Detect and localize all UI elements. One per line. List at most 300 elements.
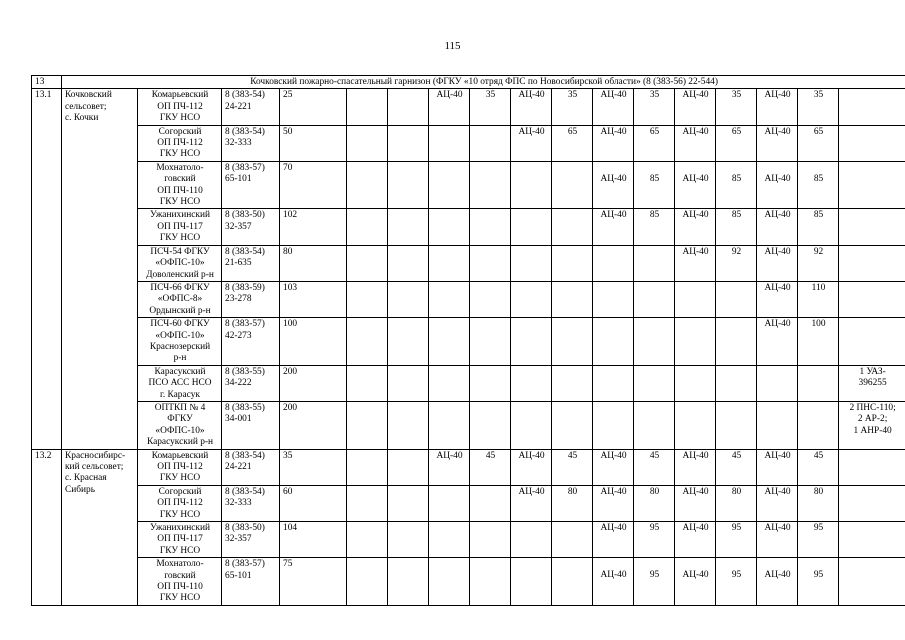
text-line: Комарьевский bbox=[151, 450, 209, 461]
text-line: 8 (383-59) bbox=[225, 282, 265, 293]
vehicle-type-cell bbox=[429, 485, 470, 521]
fire-unit-name bbox=[138, 522, 222, 558]
arrival-time-cell bbox=[388, 89, 429, 125]
arrival-time-cell bbox=[798, 401, 839, 449]
arrival-time-cell bbox=[552, 365, 593, 401]
vehicle-type-cell: АЦ-40 bbox=[757, 522, 798, 558]
text-line: 32-333 bbox=[225, 138, 252, 149]
arrival-time-cell bbox=[388, 365, 429, 401]
text-line: ПСЧ-54 ФГКУ bbox=[150, 246, 210, 257]
text-line: ПСЧ-60 ФГКУ bbox=[150, 319, 210, 330]
table-row bbox=[32, 125, 905, 161]
text-line: 8 (383-55) bbox=[225, 366, 265, 377]
text-line: Ужанихинский bbox=[150, 210, 210, 221]
vehicle-type-cell: АЦ-40 bbox=[757, 161, 798, 209]
vehicle-type-cell bbox=[347, 365, 388, 401]
text-line: 396255 bbox=[858, 378, 887, 389]
table-row bbox=[32, 449, 905, 485]
vehicle-type-cell: АЦ-40 bbox=[593, 161, 634, 209]
arrival-time-cell bbox=[470, 161, 511, 209]
arrival-time-cell bbox=[388, 161, 429, 209]
vehicle-type-cell bbox=[429, 125, 470, 161]
unit-phone bbox=[222, 209, 280, 245]
vehicle-type-cell bbox=[675, 281, 716, 317]
text-line: ГКУ НСО bbox=[159, 509, 201, 520]
text-line: Мохнатоло- bbox=[156, 559, 204, 570]
arrival-time-cell: 35 bbox=[716, 89, 757, 125]
fire-unit-name bbox=[138, 318, 222, 366]
vehicle-type-cell bbox=[757, 401, 798, 449]
table-row bbox=[32, 245, 905, 281]
arrival-time-cell: 35 bbox=[798, 89, 839, 125]
text-line: 42-273 bbox=[225, 330, 252, 341]
table-row bbox=[32, 365, 905, 401]
text-line: ГКУ НСО bbox=[159, 593, 201, 604]
page-number: 115 bbox=[444, 40, 461, 52]
distance-km: 102 bbox=[280, 209, 347, 245]
vehicle-type-cell bbox=[593, 401, 634, 449]
fire-unit-name bbox=[138, 209, 222, 245]
table-row bbox=[32, 89, 905, 125]
vehicle-type-cell: АЦ-40 bbox=[429, 449, 470, 485]
text-line: 23-278 bbox=[225, 294, 252, 305]
arrival-time-cell bbox=[716, 365, 757, 401]
text-line: 8 (383-57) bbox=[225, 559, 265, 570]
vehicle-type-cell bbox=[347, 558, 388, 606]
arrival-time-cell bbox=[634, 401, 675, 449]
text-line: ОП ПЧ-110 bbox=[157, 185, 203, 196]
vehicle-type-cell bbox=[511, 245, 552, 281]
arrival-time-cell bbox=[388, 125, 429, 161]
fire-unit-name bbox=[138, 485, 222, 521]
vehicle-type-cell: АЦ-40 bbox=[757, 318, 798, 366]
unit-phone bbox=[222, 245, 280, 281]
text-line: 1 УАЗ- bbox=[859, 366, 886, 377]
vehicle-type-cell: АЦ-40 bbox=[757, 558, 798, 606]
text-line: Краснозерский bbox=[149, 341, 211, 352]
arrival-time-cell: 95 bbox=[798, 558, 839, 606]
arrival-time-cell: 80 bbox=[634, 485, 675, 521]
arrival-time-cell bbox=[716, 401, 757, 449]
text-line: 2 ПНС-110; bbox=[849, 402, 896, 413]
text-line: ОП ПЧ-117 bbox=[157, 534, 203, 545]
unit-phone bbox=[222, 161, 280, 209]
arrival-time-cell: 45 bbox=[470, 449, 511, 485]
text-line: ОП ПЧ-110 bbox=[157, 582, 203, 593]
arrival-time-cell bbox=[470, 485, 511, 521]
unit-phone bbox=[222, 401, 280, 449]
arrival-time-cell bbox=[388, 318, 429, 366]
arrival-time-cell: 35 bbox=[634, 89, 675, 125]
arrival-time-cell bbox=[552, 522, 593, 558]
vehicle-type-cell bbox=[429, 281, 470, 317]
unit-phone bbox=[222, 449, 280, 485]
text-line: 65-101 bbox=[225, 570, 252, 581]
arrival-time-cell: 95 bbox=[798, 522, 839, 558]
vehicle-type-cell: АЦ-40 bbox=[593, 209, 634, 245]
fire-unit-name bbox=[138, 558, 222, 606]
garrison-code: 13 bbox=[32, 76, 62, 89]
vehicle-type-cell bbox=[593, 281, 634, 317]
arrival-time-cell: 80 bbox=[552, 485, 593, 521]
text-line: Ордынский р-н bbox=[149, 305, 211, 316]
arrival-time-cell: 85 bbox=[634, 209, 675, 245]
arrival-time-cell: 35 bbox=[470, 89, 511, 125]
arrival-time-cell bbox=[634, 365, 675, 401]
vehicle-type-cell bbox=[347, 449, 388, 485]
text-line: ПСО АСС НСО bbox=[148, 378, 212, 389]
text-line: ГКУ НСО bbox=[159, 233, 201, 244]
vehicle-type-cell bbox=[429, 365, 470, 401]
vehicle-type-cell: АЦ-40 bbox=[757, 245, 798, 281]
table-row bbox=[32, 401, 905, 449]
vehicle-type-cell bbox=[347, 89, 388, 125]
arrival-time-cell bbox=[388, 209, 429, 245]
vehicle-type-cell: АЦ-40 bbox=[757, 485, 798, 521]
fire-unit-name bbox=[138, 125, 222, 161]
text-line: 8 (383-54) bbox=[225, 450, 265, 461]
table-row bbox=[32, 281, 905, 317]
fire-unit-name bbox=[138, 365, 222, 401]
text-line: 24-221 bbox=[225, 101, 252, 112]
additional-equipment bbox=[839, 209, 905, 245]
text-line: 8 (383-54) bbox=[225, 246, 265, 257]
vehicle-type-cell bbox=[429, 401, 470, 449]
text-line: «ОФПС-10» bbox=[155, 258, 205, 269]
unit-phone bbox=[222, 522, 280, 558]
vehicle-type-cell bbox=[757, 365, 798, 401]
fire-unit-name bbox=[138, 401, 222, 449]
vehicle-type-cell bbox=[675, 318, 716, 366]
vehicle-type-cell bbox=[511, 401, 552, 449]
text-line: говский bbox=[164, 174, 196, 185]
garrison-title: Кочковский пожарно-спасательный гарнизон (ФГКУ «10 отряд ФПС по Новосибирской области» (8 (383-56) 22-544) bbox=[62, 76, 905, 89]
vehicle-type-cell: АЦ-40 bbox=[757, 281, 798, 317]
vehicle-type-cell bbox=[347, 281, 388, 317]
distance-km: 80 bbox=[280, 245, 347, 281]
text-line: Ужанихинский bbox=[150, 523, 210, 534]
vehicle-type-cell bbox=[593, 365, 634, 401]
arrival-time-cell bbox=[552, 209, 593, 245]
vehicle-type-cell bbox=[511, 365, 552, 401]
additional-equipment bbox=[839, 281, 905, 317]
text-line: ГКУ НСО bbox=[159, 113, 201, 124]
arrival-time-cell bbox=[470, 558, 511, 606]
vehicle-type-cell: АЦ-40 bbox=[593, 125, 634, 161]
vehicle-type-cell: АЦ-40 bbox=[511, 89, 552, 125]
fire-unit-name bbox=[138, 161, 222, 209]
arrival-time-cell: 45 bbox=[716, 449, 757, 485]
additional-equipment bbox=[839, 125, 905, 161]
vehicle-type-cell bbox=[347, 125, 388, 161]
vehicle-type-cell: АЦ-40 bbox=[593, 449, 634, 485]
text-line: сельсовет; bbox=[65, 101, 107, 112]
arrival-time-cell bbox=[552, 558, 593, 606]
text-line: 34-001 bbox=[225, 414, 252, 425]
additional-equipment bbox=[839, 365, 905, 401]
text-line: ОПТКП № 4 bbox=[154, 402, 206, 413]
unit-phone bbox=[222, 125, 280, 161]
additional-equipment bbox=[839, 558, 905, 606]
text-line: р-н bbox=[173, 353, 187, 364]
text-line: Карасукский bbox=[154, 366, 206, 377]
settlement-name bbox=[62, 89, 138, 449]
arrival-time-cell: 45 bbox=[798, 449, 839, 485]
vehicle-type-cell: АЦ-40 bbox=[675, 125, 716, 161]
arrival-time-cell bbox=[552, 401, 593, 449]
arrival-time-cell bbox=[552, 245, 593, 281]
text-line: 24-221 bbox=[225, 462, 252, 472]
text-line: «ОФПС-8» bbox=[157, 294, 203, 305]
text-line: Карасукский р-н bbox=[146, 437, 214, 448]
vehicle-type-cell bbox=[511, 318, 552, 366]
additional-equipment bbox=[839, 485, 905, 521]
arrival-time-cell: 95 bbox=[716, 522, 757, 558]
text-line: Сибирь bbox=[65, 484, 96, 495]
vehicle-type-cell bbox=[347, 401, 388, 449]
vehicle-type-cell bbox=[429, 245, 470, 281]
arrival-time-cell bbox=[388, 281, 429, 317]
arrival-time-cell: 80 bbox=[798, 485, 839, 521]
table-row bbox=[32, 318, 905, 366]
additional-equipment bbox=[839, 522, 905, 558]
text-line: «ОФПС-10» bbox=[155, 330, 205, 341]
text-line: 34-222 bbox=[225, 378, 252, 389]
vehicle-type-cell: АЦ-40 bbox=[429, 89, 470, 125]
arrival-time-cell bbox=[552, 281, 593, 317]
additional-equipment bbox=[839, 161, 905, 209]
vehicle-type-cell: АЦ-40 bbox=[511, 449, 552, 485]
arrival-time-cell: 85 bbox=[798, 161, 839, 209]
section-code: 13.1 bbox=[32, 89, 62, 449]
vehicle-type-cell bbox=[429, 161, 470, 209]
text-line: Доволенский р-н bbox=[146, 269, 214, 280]
arrival-time-cell bbox=[388, 558, 429, 606]
arrival-time-cell bbox=[634, 318, 675, 366]
text-line: 8 (383-54) bbox=[225, 90, 265, 101]
vehicle-type-cell: АЦ-40 bbox=[675, 558, 716, 606]
vehicle-type-cell: АЦ-40 bbox=[757, 209, 798, 245]
vehicle-type-cell bbox=[347, 522, 388, 558]
text-line: 8 (383-57) bbox=[225, 162, 265, 173]
text-line: Красносибирс- bbox=[65, 450, 126, 461]
arrival-time-cell bbox=[388, 245, 429, 281]
vehicle-type-cell bbox=[347, 318, 388, 366]
additional-equipment bbox=[839, 318, 905, 366]
text-line: Мохнатоло- bbox=[156, 162, 204, 173]
arrival-time-cell: 95 bbox=[634, 522, 675, 558]
arrival-time-cell bbox=[470, 209, 511, 245]
text-line: кий сельсовет; bbox=[65, 462, 124, 472]
arrival-time-cell: 65 bbox=[634, 125, 675, 161]
vehicle-type-cell bbox=[511, 558, 552, 606]
text-line: 2 АР-2; bbox=[857, 414, 888, 425]
text-line: ГКУ НСО bbox=[159, 545, 201, 556]
vehicle-type-cell: АЦ-40 bbox=[757, 125, 798, 161]
arrival-time-cell: 95 bbox=[634, 558, 675, 606]
distance-km: 200 bbox=[280, 365, 347, 401]
vehicle-type-cell: АЦ-40 bbox=[593, 558, 634, 606]
text-line: Комарьевский bbox=[151, 90, 209, 101]
text-line: 8 (383-54) bbox=[225, 486, 265, 497]
table-row bbox=[32, 522, 905, 558]
text-line: Согорский bbox=[158, 486, 202, 497]
arrival-time-cell: 85 bbox=[716, 209, 757, 245]
text-line: ГКУ НСО bbox=[159, 149, 201, 160]
text-line: ГКУ НСО bbox=[159, 473, 201, 484]
arrival-time-cell bbox=[470, 125, 511, 161]
text-line: ПСЧ-66 ФГКУ bbox=[150, 282, 210, 293]
distance-km: 100 bbox=[280, 318, 347, 366]
text-line: ОП ПЧ-112 bbox=[157, 138, 203, 149]
distance-km: 25 bbox=[280, 89, 347, 125]
distance-km: 50 bbox=[280, 125, 347, 161]
vehicle-type-cell: АЦ-40 bbox=[511, 125, 552, 161]
vehicle-type-cell bbox=[429, 558, 470, 606]
text-line: 8 (383-57) bbox=[225, 319, 265, 330]
vehicle-type-cell: АЦ-40 bbox=[593, 485, 634, 521]
fire-unit-name bbox=[138, 89, 222, 125]
vehicle-type-cell bbox=[429, 522, 470, 558]
text-line: 21-635 bbox=[225, 258, 252, 269]
vehicle-type-cell: АЦ-40 bbox=[757, 89, 798, 125]
text-line: 8 (383-50) bbox=[225, 523, 265, 534]
arrival-time-cell bbox=[470, 401, 511, 449]
text-line: Кочковский bbox=[65, 90, 112, 101]
arrival-time-cell: 92 bbox=[798, 245, 839, 281]
text-line: 1 АНР-40 bbox=[853, 425, 892, 436]
arrival-time-cell: 85 bbox=[634, 161, 675, 209]
arrival-time-cell: 95 bbox=[716, 558, 757, 606]
arrival-time-cell bbox=[716, 318, 757, 366]
arrival-time-cell bbox=[552, 161, 593, 209]
vehicle-type-cell bbox=[511, 281, 552, 317]
text-line: ФГКУ bbox=[167, 414, 193, 425]
fire-garrison-table bbox=[31, 75, 905, 606]
arrival-time-cell: 45 bbox=[552, 449, 593, 485]
text-line: говский bbox=[164, 570, 196, 581]
table-row bbox=[32, 209, 905, 245]
fire-unit-name bbox=[138, 245, 222, 281]
arrival-time-cell bbox=[388, 449, 429, 485]
vehicle-type-cell bbox=[347, 245, 388, 281]
text-line: «ОФПС-10» bbox=[155, 425, 205, 436]
text-line: 32-357 bbox=[225, 534, 252, 545]
vehicle-type-cell: АЦ-40 bbox=[675, 89, 716, 125]
arrival-time-cell: 80 bbox=[716, 485, 757, 521]
text-line: ОП ПЧ-112 bbox=[157, 101, 203, 112]
unit-phone bbox=[222, 89, 280, 125]
unit-phone bbox=[222, 318, 280, 366]
arrival-time-cell bbox=[470, 522, 511, 558]
distance-km: 35 bbox=[280, 449, 347, 485]
vehicle-type-cell: АЦ-40 bbox=[593, 522, 634, 558]
arrival-time-cell bbox=[470, 281, 511, 317]
additional-equipment bbox=[839, 245, 905, 281]
vehicle-type-cell bbox=[511, 161, 552, 209]
arrival-time-cell bbox=[634, 245, 675, 281]
text-line: с. Красная bbox=[65, 473, 107, 484]
arrival-time-cell bbox=[388, 522, 429, 558]
additional-equipment bbox=[839, 449, 905, 485]
unit-phone bbox=[222, 281, 280, 317]
text-line: 32-357 bbox=[225, 221, 252, 232]
arrival-time-cell bbox=[470, 365, 511, 401]
arrival-time-cell: 100 bbox=[798, 318, 839, 366]
arrival-time-cell: 65 bbox=[798, 125, 839, 161]
text-line: Согорский bbox=[158, 126, 202, 137]
fire-unit-name bbox=[138, 449, 222, 485]
vehicle-type-cell: АЦ-40 bbox=[511, 485, 552, 521]
arrival-time-cell: 110 bbox=[798, 281, 839, 317]
vehicle-type-cell: АЦ-40 bbox=[675, 161, 716, 209]
text-line: с. Кочки bbox=[65, 113, 99, 124]
vehicle-type-cell bbox=[593, 245, 634, 281]
vehicle-type-cell bbox=[675, 365, 716, 401]
garrison-header-row bbox=[32, 76, 905, 89]
distance-km: 104 bbox=[280, 522, 347, 558]
text-line: ОП ПЧ-117 bbox=[157, 221, 203, 232]
arrival-time-cell: 65 bbox=[716, 125, 757, 161]
table-row bbox=[32, 558, 905, 606]
unit-phone bbox=[222, 558, 280, 606]
table-row bbox=[32, 161, 905, 209]
arrival-time-cell: 35 bbox=[552, 89, 593, 125]
unit-phone bbox=[222, 365, 280, 401]
fire-unit-name bbox=[138, 281, 222, 317]
arrival-time-cell bbox=[388, 485, 429, 521]
vehicle-type-cell bbox=[429, 209, 470, 245]
vehicle-type-cell bbox=[511, 522, 552, 558]
vehicle-type-cell bbox=[347, 485, 388, 521]
distance-km: 103 bbox=[280, 281, 347, 317]
vehicle-type-cell bbox=[511, 209, 552, 245]
arrival-time-cell bbox=[798, 365, 839, 401]
vehicle-type-cell: АЦ-40 bbox=[675, 485, 716, 521]
arrival-time-cell: 92 bbox=[716, 245, 757, 281]
vehicle-type-cell: АЦ-40 bbox=[757, 449, 798, 485]
vehicle-type-cell: АЦ-40 bbox=[675, 449, 716, 485]
text-line: ОП ПЧ-112 bbox=[157, 498, 203, 509]
table-row bbox=[32, 485, 905, 521]
arrival-time-cell: 85 bbox=[716, 161, 757, 209]
text-line: 8 (383-54) bbox=[225, 126, 265, 137]
arrival-time-cell bbox=[470, 318, 511, 366]
unit-phone bbox=[222, 485, 280, 521]
additional-equipment bbox=[839, 89, 905, 125]
distance-km: 200 bbox=[280, 401, 347, 449]
settlement-name bbox=[62, 449, 138, 605]
text-line: 8 (383-55) bbox=[225, 402, 265, 413]
text-line: 65-101 bbox=[225, 174, 252, 185]
arrival-time-cell: 45 bbox=[634, 449, 675, 485]
vehicle-type-cell bbox=[347, 209, 388, 245]
distance-km: 60 bbox=[280, 485, 347, 521]
text-line: г. Карасук bbox=[160, 389, 200, 400]
arrival-time-cell bbox=[552, 318, 593, 366]
vehicle-type-cell bbox=[593, 318, 634, 366]
arrival-time-cell bbox=[634, 281, 675, 317]
section-code: 13.2 bbox=[32, 449, 62, 605]
text-line: ГКУ НСО bbox=[159, 197, 201, 208]
vehicle-type-cell: АЦ-40 bbox=[675, 209, 716, 245]
vehicle-type-cell: АЦ-40 bbox=[675, 522, 716, 558]
arrival-time-cell: 85 bbox=[798, 209, 839, 245]
vehicle-type-cell bbox=[429, 318, 470, 366]
vehicle-type-cell bbox=[347, 161, 388, 209]
distance-km: 70 bbox=[280, 161, 347, 209]
additional-equipment bbox=[839, 401, 905, 449]
